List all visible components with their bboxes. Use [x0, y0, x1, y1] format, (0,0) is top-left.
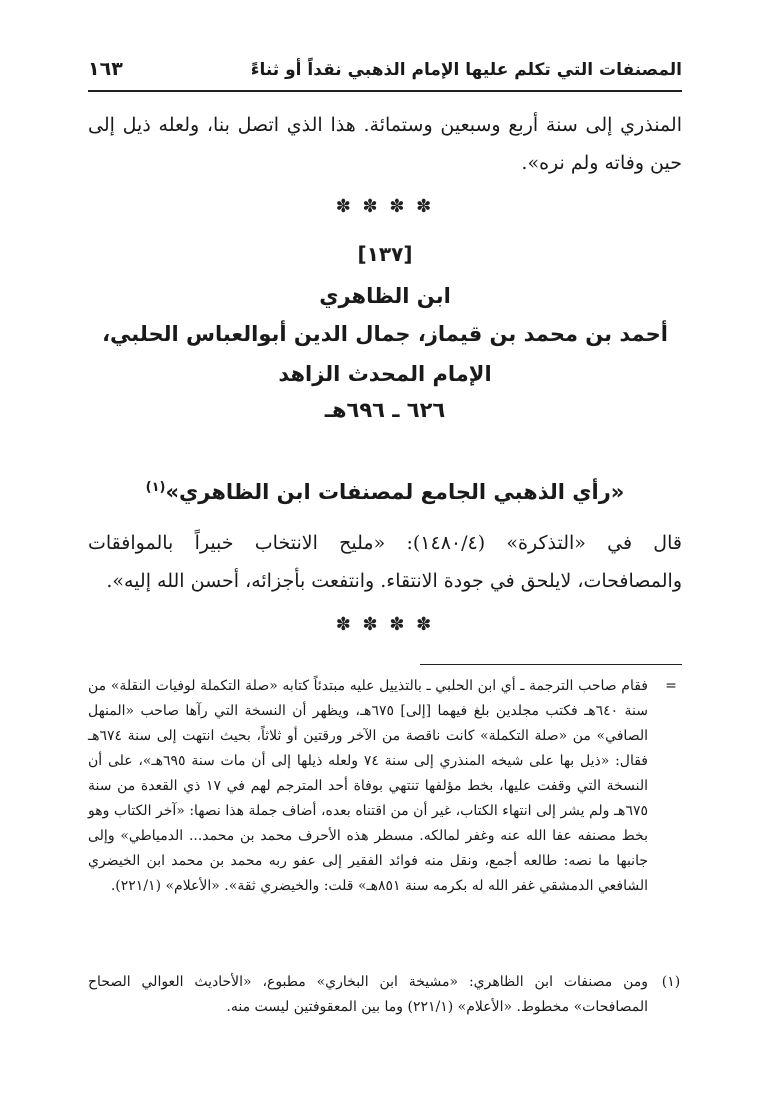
- running-title: المصنفات التي تكلم عليها الإمام الذهبي نقداً أو ثناءً: [250, 60, 682, 80]
- footnote-rule: [420, 664, 682, 665]
- header-rule: [88, 90, 682, 92]
- footnote-reference[interactable]: (١): [145, 480, 166, 495]
- author-descriptor: الإمام المحدث الزاهد: [278, 362, 492, 386]
- footnote-1: [88, 970, 682, 1020]
- running-header: [88, 58, 682, 92]
- author-dates: ٦٢٦ ـ ٦٩٦هـ: [324, 398, 446, 422]
- footnote-continuation: [88, 674, 682, 899]
- section-heading: [88, 480, 682, 504]
- author-full-name: أحمد بن محمد بن قيماز، جمال الدين أبوالعباس الحلبي،: [102, 322, 668, 346]
- intro-paragraph: المنذري إلى سنة أربع وسبعين وستمائة. هذا الذي اتصل بنا، ولعله ذيل إلى حين وفاته ولم نره».: [88, 114, 682, 174]
- star-separator: ✽ ✽ ✽ ✽: [335, 614, 435, 635]
- page-number: ١٦٣: [88, 58, 123, 80]
- footnote-text: فقام صاحب الترجمة ـ أي ابن الحلبي ـ بالتذييل عليه مبتدئاً كتابه «صلة التكملة لوفيات النقلة» من سنة ٦٤٠هـ فكتب مجلدين بلغ فيهما [إلى] ٦٧٥هـ، ويظهر أن النسخة التي رآها صاحب «المنهل الصافي» من «صلة التكملة» كانت ناقصة من الآخر ورقتين أو ثلاثاً، بحيث انتهت إلى سنة ٦٧٤هـ فقال: «ذيل بها على شيخه المنذري إلى سنة ٧٤ ولعله ذيلها إلى أن مات سنة ٦٩٥هـ»، على أن النسخة التي وقفت عليها، بخط مؤلفها تنتهي بوفاة أحد المترجم لهم في ١٧ ذي القعدة من سنة ٦٧٥هـ ولم يشر إلى انتهاء الكتاب، غير أن من اقتناه بعده، أضاف جملة هذا نصها: «آخر الكتاب وهو بخط مصنفه عفا الله عنه وغفر لمالكه. مسطر هذه الأحرف محمد بن محمد... الدمياطي» وإلى جانبها ما نصه: طالعه أجمع، ونقل منه فوائد الفقير إلى عفو ربه محمد بن محمد ابن الخيضري الشافعي الدمشقي غفر الله له بكرمه سنة ٨٥١هـ» قلت: والخيضري ثقة». «الأعلام» (٢٢١/١).: [88, 678, 648, 894]
- star-separator: ✽ ✽ ✽ ✽: [335, 196, 435, 217]
- entry-number: [١٣٧]: [357, 242, 413, 266]
- section-heading-text: «رأي الذهبي الجامع لمصنفات ابن الظاهري»: [165, 480, 625, 504]
- footnote-text: ومن مصنفات ابن الظاهري: «مشيخة ابن البخاري» مطبوع، «الأحاديث العوالي الصحاح المصافحات» مخطوط. «الأعلام» (٢٢١/١) وما بين المعقوفتين ليست منه.: [88, 974, 648, 1015]
- quote-paragraph: قال في «التذكرة» (١٤٨٠/٤): «مليح الانتخاب خبيراً بالموافقات والمصافحات، لايلحق في جودة الانتقاء. وانتفعت بأجزائه، أحسن الله إليه».: [88, 532, 682, 592]
- footnote-marker: =: [665, 678, 677, 694]
- footnote-marker: (١): [661, 974, 681, 990]
- author-nickname: ابن الظاهري: [319, 284, 451, 308]
